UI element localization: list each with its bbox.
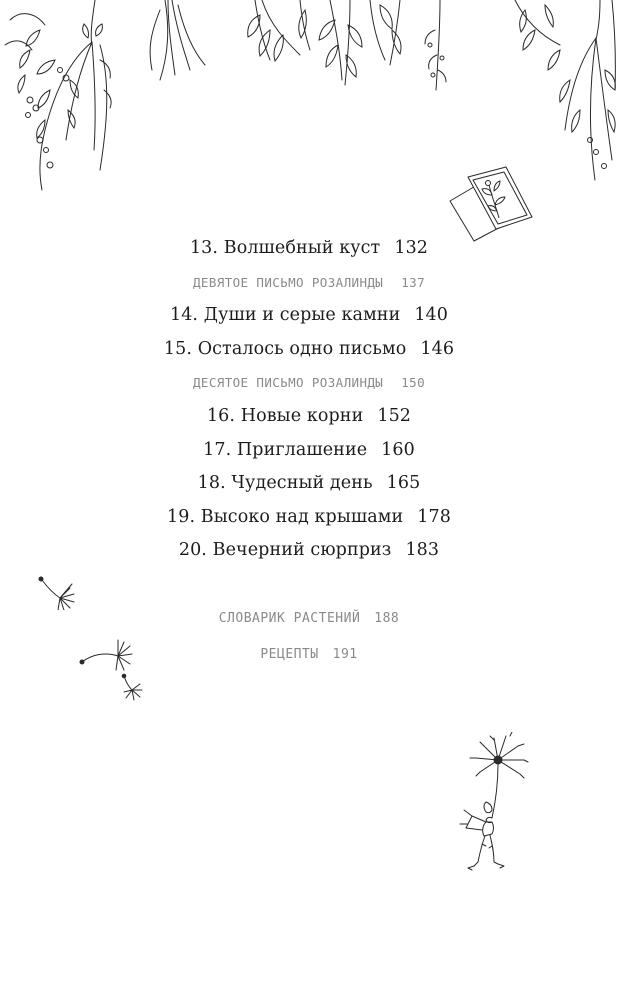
toc-title: 19. Высоко над крышами — [167, 506, 404, 527]
dandelion-seed-icon — [118, 672, 148, 702]
toc-title: 20. Вечерний сюрприз — [178, 540, 392, 561]
toc-title: 15. Осталось одно письмо — [163, 338, 407, 359]
toc-page: 188 — [374, 611, 400, 626]
toc-page: 146 — [420, 338, 455, 359]
toc-page: 140 — [414, 305, 449, 326]
toc-plant-glossary[interactable] — [0, 601, 618, 637]
toc-title: РЕЦЕПТЫ — [260, 647, 319, 662]
table-of-contents — [0, 232, 618, 568]
toc-page: 132 — [394, 238, 429, 258]
toc-title: 14. Души и серые камни — [169, 305, 401, 326]
toc-entry-13[interactable] — [0, 232, 618, 266]
fairy-with-flower-icon — [452, 732, 532, 878]
toc-recipes[interactable] — [0, 637, 618, 673]
back-matter — [0, 601, 618, 673]
toc-title: СЛОВАРИК РАСТЕНИЙ — [218, 611, 361, 626]
toc-page: 137 — [401, 274, 425, 290]
toc-entry-15[interactable] — [0, 333, 618, 367]
toc-title: ДЕВЯТОЕ ПИСЬМО РОЗАЛИНДЫ — [193, 274, 384, 290]
toc-letter-9[interactable] — [0, 266, 618, 300]
toc-entry-16[interactable] — [0, 400, 618, 434]
toc-title: 17. Приглашение — [203, 439, 368, 460]
toc-page: 150 — [401, 375, 425, 391]
toc-title: 18. Чудесный день — [197, 473, 373, 494]
toc-title: ДЕСЯТОЕ ПИСЬМО РОЗАЛИНДЫ — [193, 375, 384, 391]
toc-title: 16. Новые корни — [206, 405, 364, 426]
toc-letter-10[interactable] — [0, 366, 618, 400]
toc-title: 13. Волшебный куст — [189, 238, 381, 258]
toc-page: 160 — [381, 439, 415, 460]
toc-entry-14[interactable] — [0, 299, 618, 333]
toc-page: 165 — [386, 473, 421, 494]
toc-entry-19[interactable] — [0, 501, 618, 535]
toc-entry-17[interactable] — [0, 434, 618, 468]
toc-page: 191 — [332, 647, 358, 662]
toc-page: 183 — [405, 540, 440, 561]
toc-page: 152 — [377, 405, 412, 426]
tarot-cards-icon — [444, 163, 539, 243]
toc-entry-20[interactable] — [0, 534, 618, 568]
toc-page: 178 — [417, 506, 451, 527]
toc-entry-18[interactable] — [0, 467, 618, 501]
hanging-herbs-icon — [0, 0, 618, 195]
